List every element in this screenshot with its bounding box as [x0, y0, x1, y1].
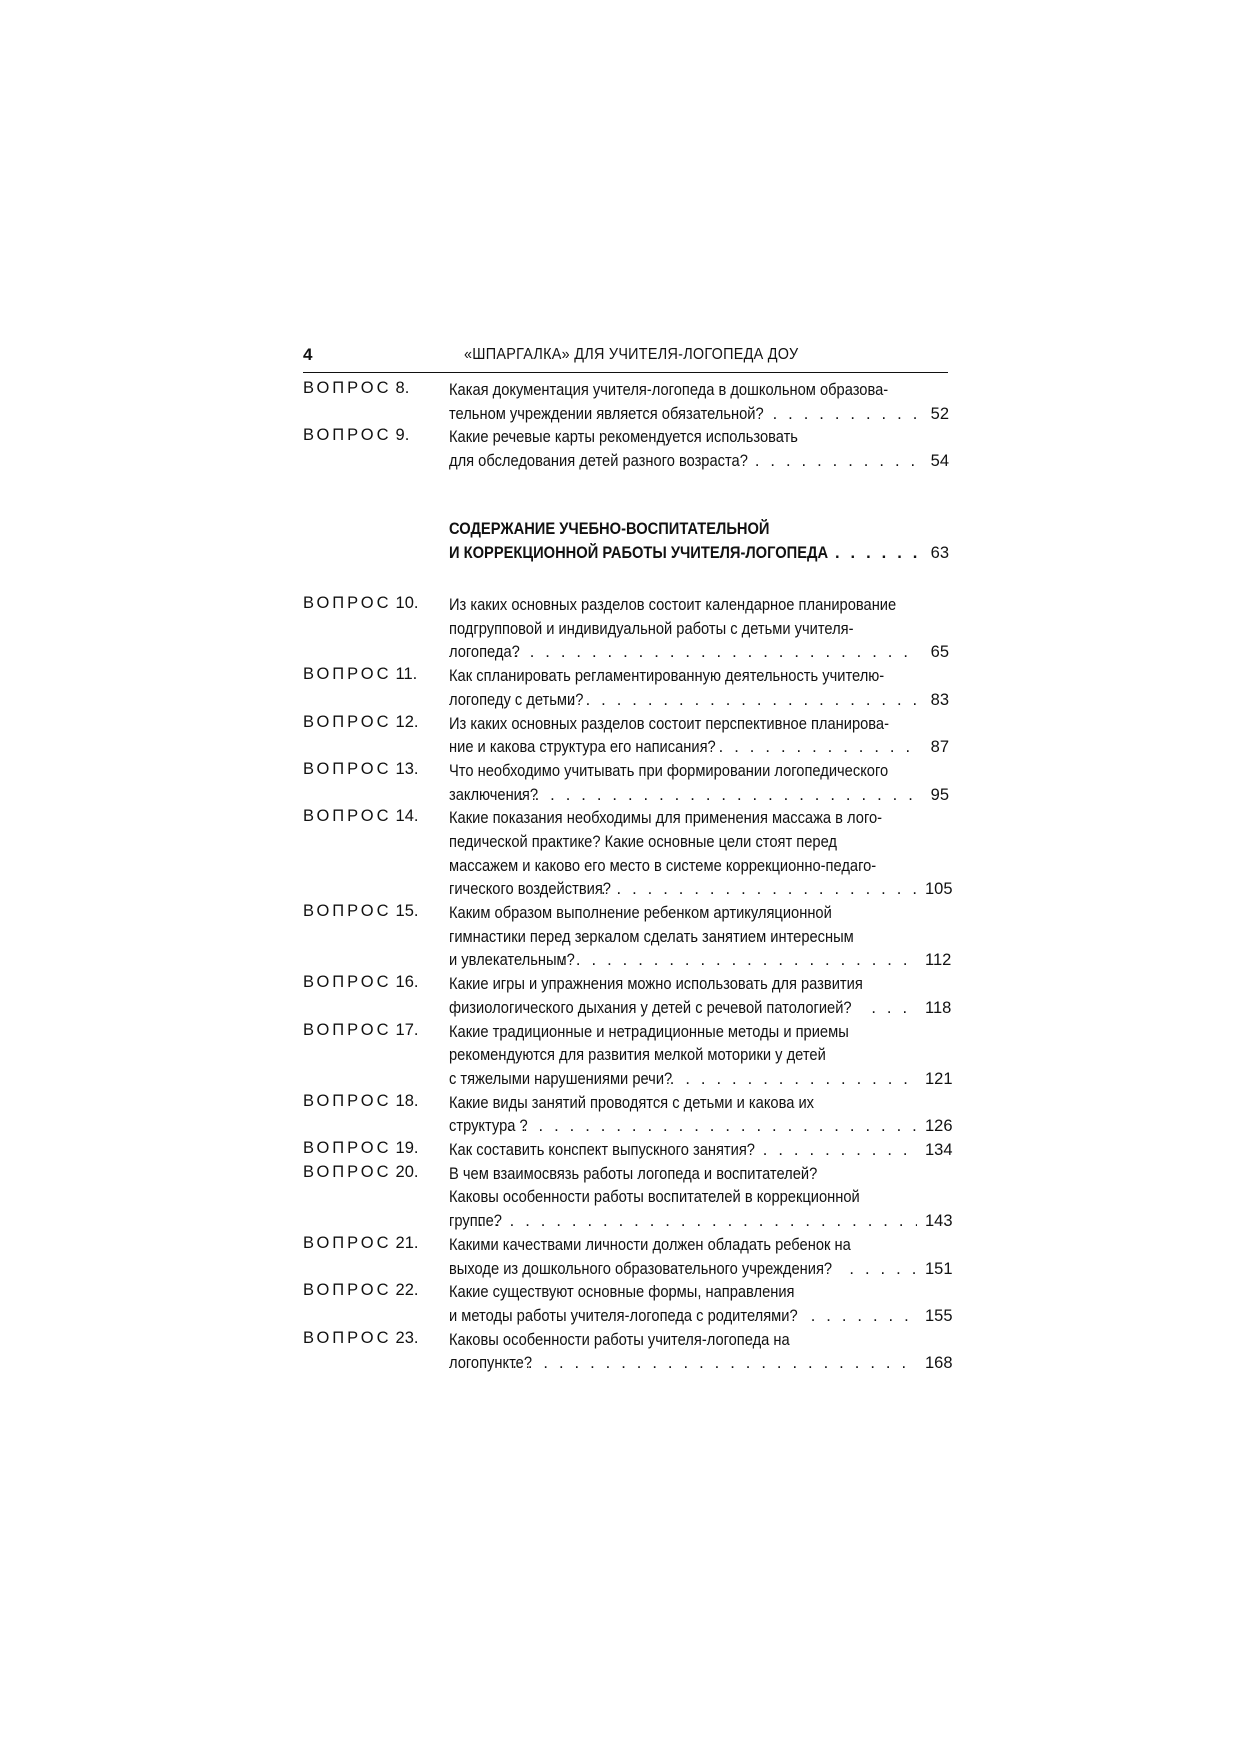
page-reference: 54 — [930, 452, 949, 471]
question-text-line: Какие речевые карты рекомендуется использовать — [449, 428, 798, 447]
question-word: ВОПРОС — [303, 1162, 392, 1181]
question-word: ВОПРОС — [303, 665, 392, 684]
question-text — [449, 594, 949, 665]
page-reference: 95 — [930, 785, 949, 804]
question-text — [449, 973, 952, 1020]
question-number: 15. — [395, 902, 419, 921]
leader-dots — [570, 689, 917, 713]
question-word: ВОПРОС — [303, 1328, 392, 1347]
question-number: 10. — [395, 594, 419, 612]
leader-dots — [512, 1352, 917, 1376]
question-text-line: для обследования детей разного возраста? — [449, 452, 748, 471]
question-text — [449, 1092, 953, 1139]
question-text-line: Каковы особенности работы учителя-логопеда на — [449, 1330, 790, 1349]
question-text-line: Что необходимо учитывать при формировании логопедического — [449, 761, 889, 780]
leader-dots — [871, 997, 917, 1021]
question-text — [449, 807, 953, 902]
leader-dots — [835, 542, 917, 566]
leader-dots — [773, 403, 917, 427]
question-word: ВОПРОС — [303, 807, 392, 826]
question-text-line: Как спланировать регламентированную деятельность учителю- — [449, 667, 885, 686]
question-text — [449, 1139, 953, 1163]
question-text-line: Какая документация учителя-логопеда в дошкольном образова- — [449, 381, 889, 399]
question-text-line: В чем взаимосвязь работы логопеда и воспитателей? — [449, 1164, 818, 1183]
question-word: ВОПРОС — [303, 1233, 392, 1252]
question-text-line: Каким образом выполнение ребенком артикуляционной — [449, 904, 832, 923]
page-reference: 126 — [925, 1117, 953, 1136]
leader-dots — [519, 784, 917, 808]
page-reference: 112 — [925, 951, 952, 970]
leader-dots — [507, 1115, 917, 1139]
question-label — [303, 379, 409, 398]
question-text — [449, 1329, 953, 1376]
question-label — [303, 1021, 418, 1040]
leader-dots — [601, 878, 917, 902]
question-text-line: и методы работы учителя-логопеда с родителями? — [449, 1306, 798, 1325]
page-reference: 155 — [925, 1306, 953, 1325]
question-text-line: Из каких основных разделов состоит календарное планирование — [449, 596, 897, 614]
question-word: ВОПРОС — [303, 426, 392, 445]
leader-dots — [478, 1210, 917, 1234]
question-label — [303, 1329, 418, 1348]
question-number: 23. — [395, 1328, 419, 1347]
question-word: ВОПРОС — [303, 973, 392, 992]
question-number: 20. — [395, 1162, 419, 1181]
question-text-line: рекомендуются для развития мелкой моторики у детей — [449, 1046, 826, 1065]
leader-dots — [499, 641, 917, 665]
question-label — [303, 973, 418, 992]
question-number: 12. — [395, 712, 419, 731]
question-text — [449, 902, 952, 973]
question-text-line: Какие традиционные и нетрадиционные методы и приемы — [449, 1022, 849, 1041]
page-reference: 118 — [925, 998, 952, 1017]
question-text-line: Какие виды занятий проводятся с детьми и какова их — [449, 1093, 815, 1112]
page-reference: 87 — [930, 738, 949, 757]
question-text — [449, 426, 949, 473]
question-label — [303, 1281, 418, 1300]
question-text-line: Какие показания необходимы для применения массажа в лого- — [449, 809, 883, 828]
question-label — [303, 713, 418, 732]
question-word: ВОПРОС — [303, 1020, 392, 1039]
question-number: 19. — [395, 1139, 419, 1158]
question-text-line: логопеда? — [449, 643, 520, 662]
question-word: ВОПРОС — [303, 712, 392, 731]
question-text-line: Каковы особенности работы воспитателей в коррекционной — [449, 1188, 860, 1207]
question-text-line: ние и какова структура его написания? — [449, 738, 716, 757]
question-word: ВОПРОС — [303, 379, 392, 397]
question-number: 11. — [395, 665, 418, 684]
question-text — [449, 713, 949, 760]
question-text — [449, 1021, 953, 1092]
question-label — [303, 594, 418, 613]
question-number: 22. — [395, 1281, 419, 1300]
question-word: ВОПРОС — [303, 1091, 392, 1110]
page-reference: 83 — [930, 690, 949, 709]
leader-dots — [719, 736, 917, 760]
question-text-line: Какие игры и упражнения можно использовать для развития — [449, 975, 863, 994]
page-reference: 105 — [925, 880, 953, 899]
question-text-line: структура ? — [449, 1117, 528, 1136]
question-word: ВОПРОС — [303, 594, 392, 612]
question-text-line: логопеду с детьми? — [449, 690, 584, 709]
question-text — [449, 1281, 953, 1328]
question-text-line: Как составить конспект выпускного занятия? — [449, 1141, 755, 1160]
page-reference: 121 — [925, 1069, 953, 1088]
question-text-line: логопункте? — [449, 1354, 532, 1373]
leader-dots — [670, 1068, 917, 1092]
page-reference: 168 — [925, 1354, 953, 1373]
question-text-line: массажем и каково его место в системе коррекционно-педаго- — [449, 856, 877, 875]
question-text-line: педической практике? Какие основные цели стоят перед — [449, 832, 837, 851]
section-heading — [449, 518, 949, 565]
question-text — [449, 665, 949, 712]
running-title: «ШПАРГАЛКА» ДЛЯ УЧИТЕЛЯ-ЛОГОПЕДА ДОУ — [464, 346, 799, 363]
question-number: 9. — [395, 426, 410, 445]
question-label — [303, 902, 418, 921]
question-number: 14. — [395, 807, 419, 826]
leader-dots — [763, 1139, 917, 1163]
leader-dots — [755, 450, 917, 474]
question-label — [303, 665, 417, 684]
question-label — [303, 1139, 418, 1158]
question-label — [303, 426, 409, 445]
question-text-line: подгрупповой и индивидуальной работы с детьми учителя- — [449, 619, 854, 638]
question-word: ВОПРОС — [303, 759, 392, 778]
question-number: 13. — [395, 759, 419, 778]
question-text-line: гического воздействия? — [449, 880, 611, 899]
question-text — [449, 379, 949, 426]
question-text-line: тельном учреждении является обязательной? — [449, 404, 764, 423]
question-label — [303, 760, 418, 779]
question-number: 8. — [395, 379, 410, 397]
question-text — [449, 760, 949, 807]
section-heading-line: И КОРРЕКЦИОННОЙ РАБОТЫ УЧИТЕЛЯ-ЛОГОПЕДА — [449, 543, 829, 562]
leader-dots — [849, 1258, 917, 1282]
page-header — [303, 342, 948, 373]
question-number: 21. — [395, 1233, 419, 1252]
question-text-line: заключения? — [449, 785, 538, 804]
page-reference: 151 — [925, 1259, 953, 1278]
question-text-line: Какие существуют основные формы, направления — [449, 1283, 795, 1302]
question-label — [303, 1163, 418, 1182]
question-label — [303, 807, 418, 826]
page-reference: 65 — [930, 643, 949, 662]
question-word: ВОПРОС — [303, 1281, 392, 1300]
question-text-line: группе? — [449, 1212, 502, 1231]
question-number: 16. — [395, 973, 419, 992]
question-text — [449, 1163, 953, 1234]
question-text-line: физиологического дыхания у детей с речевой патологией? — [449, 998, 852, 1017]
question-text-line: выходе из дошкольного образовательного учреждения? — [449, 1259, 833, 1278]
question-label — [303, 1092, 418, 1111]
question-text — [449, 1234, 953, 1281]
section-page-number: 63 — [930, 543, 949, 562]
question-label — [303, 1234, 418, 1253]
leader-dots — [811, 1305, 917, 1329]
page-reference: 143 — [925, 1212, 953, 1231]
question-text-line: и увлекательным? — [449, 951, 575, 970]
leader-dots — [560, 949, 917, 973]
question-text-line: с тяжелыми нарушениями речи? — [449, 1069, 673, 1088]
page-reference: 134 — [925, 1141, 953, 1160]
question-number: 18. — [395, 1091, 419, 1110]
page-number: 4 — [303, 345, 313, 364]
question-word: ВОПРОС — [303, 902, 392, 921]
question-text-line: Из каких основных разделов состоит перспективное планирова- — [449, 714, 889, 733]
page-reference: 52 — [930, 404, 949, 423]
question-word: ВОПРОС — [303, 1139, 392, 1158]
section-heading-line: СОДЕРЖАНИЕ УЧЕБНО-ВОСПИТАТЕЛЬНОЙ — [449, 520, 770, 538]
question-text-line: Какими качествами личности должен обладать ребенок на — [449, 1235, 851, 1254]
question-number: 17. — [395, 1020, 419, 1039]
question-text-line: гимнастики перед зеркалом сделать занятием интересным — [449, 927, 854, 946]
